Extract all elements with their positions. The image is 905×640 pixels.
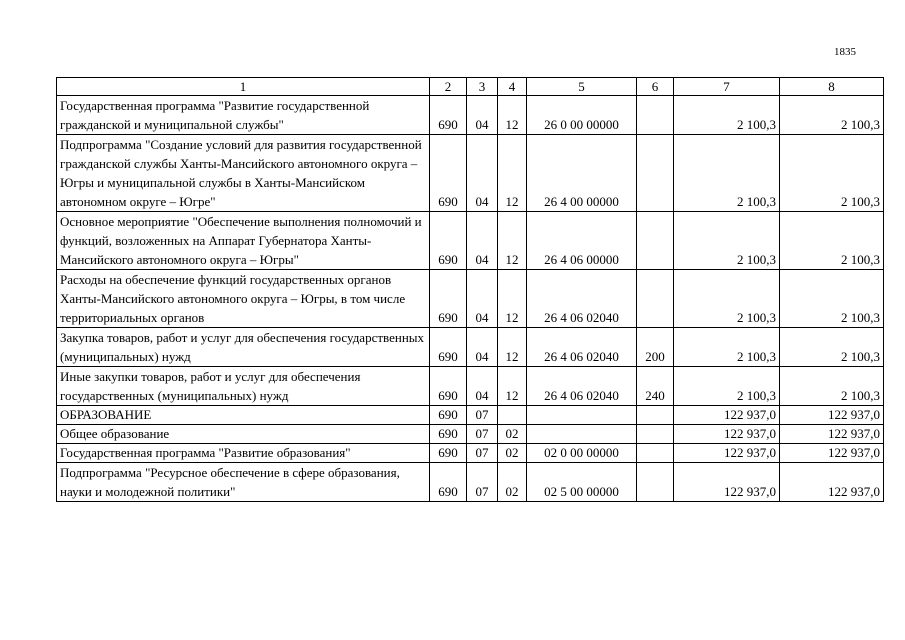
amount-year-1: 2 100,3 [674,328,780,367]
budget-table [56,77,884,502]
column-header-4: 4 [498,78,527,96]
expense-type-code [637,212,674,270]
amount-year-1: 122 937,0 [674,463,780,502]
ministry-code: 690 [430,270,467,328]
ministry-code: 690 [430,328,467,367]
amount-year-2: 122 937,0 [780,463,884,502]
page-number: 1835 [834,46,856,58]
row-name: Подпрограмма "Ресурсное обеспечение в сфере образования, науки и молодежной политики" [57,463,430,502]
row-name: Государственная программа "Развитие государственной гражданской и муниципальной службы" [57,96,430,135]
expense-type-code [637,425,674,444]
row-name: ОБРАЗОВАНИЕ [57,406,430,425]
target-article-code: 26 4 06 02040 [527,328,637,367]
subsection-code: 02 [498,463,527,502]
amount-year-2: 122 937,0 [780,444,884,463]
row-name: Общее образование [57,425,430,444]
ministry-code: 690 [430,135,467,212]
subsection-code: 12 [498,328,527,367]
ministry-code: 690 [430,367,467,406]
subsection-code: 12 [498,135,527,212]
section-code: 04 [467,328,498,367]
section-code: 07 [467,425,498,444]
amount-year-2: 122 937,0 [780,406,884,425]
table-header [57,78,884,96]
column-header-1: 1 [57,78,430,96]
subsection-code: 12 [498,212,527,270]
amount-year-2: 2 100,3 [780,212,884,270]
expense-type-code [637,444,674,463]
subsection-code: 02 [498,444,527,463]
expense-type-code: 240 [637,367,674,406]
expense-type-code [637,135,674,212]
table-body [57,96,884,502]
row-name: Расходы на обеспечение функций государственных органов Ханты-Мансийского автономного округа – Югры, в том числе территориальных органов [57,270,430,328]
amount-year-1: 122 937,0 [674,406,780,425]
table-row [57,406,884,425]
target-article-code [527,425,637,444]
column-header-2: 2 [430,78,467,96]
column-header-7: 7 [674,78,780,96]
table-row [57,463,884,502]
expense-type-code [637,463,674,502]
table-row [57,425,884,444]
target-article-code: 26 0 00 00000 [527,96,637,135]
subsection-code [498,406,527,425]
amount-year-1: 2 100,3 [674,96,780,135]
section-code: 04 [467,212,498,270]
ministry-code: 690 [430,96,467,135]
row-name: Подпрограмма "Создание условий для развития государственной гражданской службы Ханты-Мансийского автономного округа – Югры и муниципальной службы в Ханты-Мансийском автономном округе – Югре" [57,135,430,212]
target-article-code: 26 4 00 00000 [527,135,637,212]
row-name: Основное мероприятие "Обеспечение выполнения полномочий и функций, возложенных на Аппарат Губернатора Ханты-Мансийского автономного округа – Югры" [57,212,430,270]
target-article-code: 02 0 00 00000 [527,444,637,463]
amount-year-1: 2 100,3 [674,367,780,406]
section-code: 07 [467,444,498,463]
target-article-code: 26 4 06 00000 [527,212,637,270]
row-name: Государственная программа "Развитие образования" [57,444,430,463]
target-article-code: 02 5 00 00000 [527,463,637,502]
table-row [57,96,884,135]
ministry-code: 690 [430,444,467,463]
subsection-code: 02 [498,425,527,444]
section-code: 07 [467,463,498,502]
expense-type-code [637,270,674,328]
expense-type-code [637,96,674,135]
ministry-code: 690 [430,425,467,444]
column-header-5: 5 [527,78,637,96]
section-code: 07 [467,406,498,425]
table-row [57,270,884,328]
amount-year-1: 2 100,3 [674,135,780,212]
ministry-code: 690 [430,406,467,425]
target-article-code: 26 4 06 02040 [527,270,637,328]
header-row [57,78,884,96]
column-header-8: 8 [780,78,884,96]
target-article-code [527,406,637,425]
target-article-code: 26 4 06 02040 [527,367,637,406]
amount-year-2: 122 937,0 [780,425,884,444]
amount-year-2: 2 100,3 [780,328,884,367]
expense-type-code: 200 [637,328,674,367]
column-header-6: 6 [637,78,674,96]
table-row [57,328,884,367]
table-row [57,135,884,212]
amount-year-2: 2 100,3 [780,367,884,406]
table-row [57,212,884,270]
amount-year-1: 122 937,0 [674,444,780,463]
ministry-code: 690 [430,212,467,270]
amount-year-2: 2 100,3 [780,96,884,135]
table-row [57,367,884,406]
section-code: 04 [467,367,498,406]
section-code: 04 [467,135,498,212]
amount-year-1: 122 937,0 [674,425,780,444]
expense-type-code [637,406,674,425]
subsection-code: 12 [498,367,527,406]
amount-year-1: 2 100,3 [674,270,780,328]
ministry-code: 690 [430,463,467,502]
amount-year-2: 2 100,3 [780,270,884,328]
subsection-code: 12 [498,96,527,135]
row-name: Закупка товаров, работ и услуг для обеспечения государственных (муниципальных) нужд [57,328,430,367]
row-name: Иные закупки товаров, работ и услуг для обеспечения государственных (муниципальных) нужд [57,367,430,406]
table-row [57,444,884,463]
amount-year-1: 2 100,3 [674,212,780,270]
column-header-3: 3 [467,78,498,96]
amount-year-2: 2 100,3 [780,135,884,212]
subsection-code: 12 [498,270,527,328]
section-code: 04 [467,96,498,135]
section-code: 04 [467,270,498,328]
